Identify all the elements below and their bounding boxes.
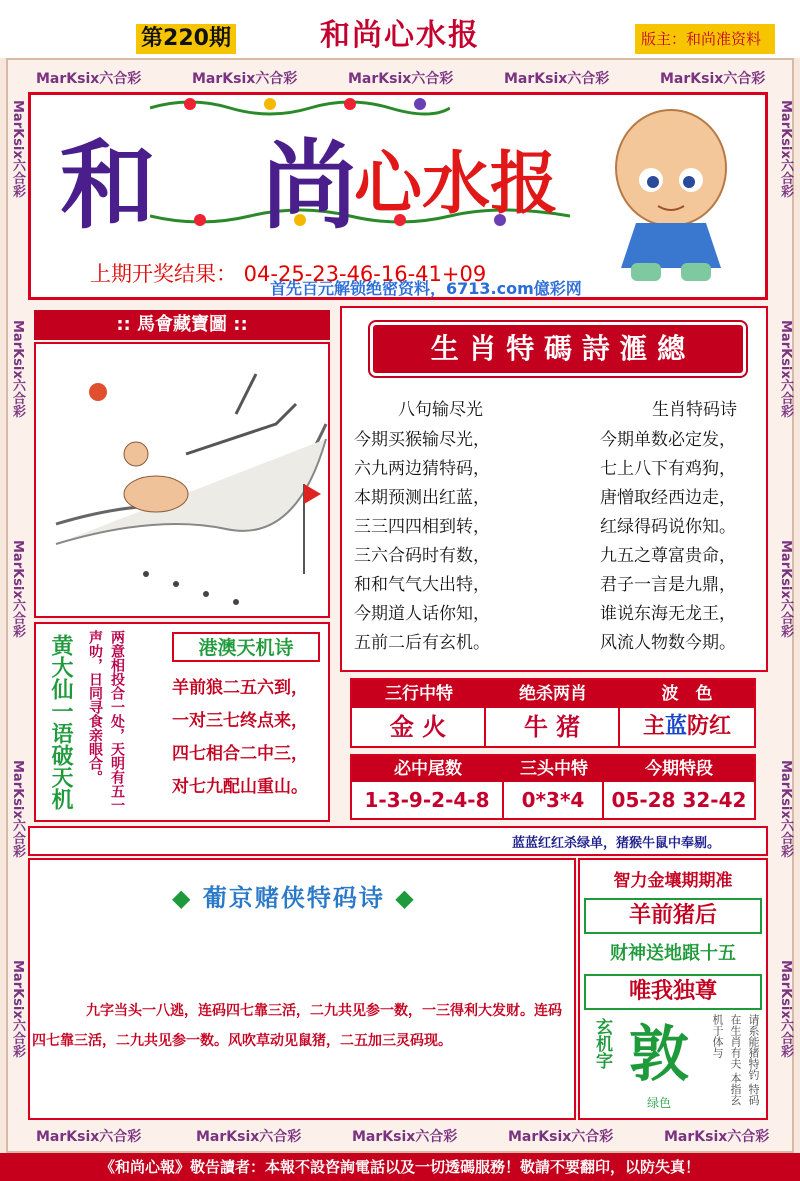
- watermark-left-4: MarKsix六合彩: [10, 760, 25, 858]
- xuanji-box: [614, 1016, 704, 1116]
- side-unique: 唯我独尊: [584, 974, 762, 1010]
- poem-right-line: 谁说东海无龙王，: [600, 604, 736, 624]
- poem-left-line: 今期道人话你知，: [354, 604, 490, 624]
- side-slogan: 智力金壤期期准: [613, 871, 733, 891]
- poem-right-line: 红绿得码说你知。: [600, 517, 736, 537]
- watermark-left-3: MarKsix六合彩: [10, 540, 25, 638]
- table1-header: 绝杀两肖: [486, 680, 620, 708]
- gambler-title: [172, 878, 416, 913]
- watermark-bottom-3: MarKsix六合彩: [352, 1129, 458, 1145]
- diamond-left-icon: ◆: [172, 884, 193, 912]
- promo-notice: 首先百元解锁绝密资料，6713.com億彩网: [270, 279, 582, 298]
- watermark-left-1: MarKsix六合彩: [10, 100, 25, 198]
- watermark-right-1: MarKsix六合彩: [778, 100, 793, 198]
- table2-header: 今期特段: [604, 756, 754, 782]
- gambler-title-text: 葡京赌侠特码诗: [202, 884, 385, 912]
- sub-title: 心水报: [354, 145, 559, 224]
- table2-header: 三头中特: [504, 756, 604, 782]
- table1-value: 金 火: [352, 708, 486, 746]
- table2-value: 0*3*4: [504, 782, 604, 818]
- watermark-right-2: MarKsix六合彩: [778, 320, 793, 418]
- poem-right-line: 今期单数必定发，: [600, 430, 736, 450]
- table-predictions-1: [350, 678, 756, 748]
- treasure-map-panel: [34, 342, 330, 618]
- gangao-line: 羊前狼二五六到，: [172, 678, 308, 698]
- watermark-right-3: MarKsix六合彩: [778, 540, 793, 638]
- watermark-top-3: MarKsix六合彩: [348, 71, 454, 87]
- poem-left-line: 三六合码时有数，: [354, 546, 490, 566]
- poem-right-title: 生肖特码诗: [652, 400, 737, 420]
- gangao-line: 对七九配山重山。: [172, 777, 308, 797]
- poem-left-title: 八句输尽光: [398, 400, 483, 420]
- watermark-top-1: MarKsix六合彩: [36, 71, 142, 87]
- table1-header: 波 色: [620, 680, 754, 708]
- poem-left-line: 今期买猴输尽光，: [354, 430, 490, 450]
- poem-left-line: 五前二后有玄机。: [354, 633, 490, 653]
- side-fortune: 财神送地跟十五: [610, 943, 736, 964]
- issue-number: 第220期: [136, 24, 236, 54]
- table1-header: 三行中特: [352, 680, 486, 708]
- table2-value: 1-3-9-2-4-8: [352, 782, 504, 818]
- poem-right-line: 唐憎取经西边走，: [600, 488, 736, 508]
- table-predictions-2: [350, 754, 756, 820]
- tip-line: 蓝蓝红红杀绿单，猪猴牛鼠中奉剔。: [512, 836, 721, 851]
- xuanji-side-line: 特码在生肖有夫: [729, 1014, 760, 1106]
- treasure-map-title: :: 馬會藏寶圖 ::: [34, 310, 330, 340]
- poem-left-line: 六九两边猜特码，: [354, 459, 490, 479]
- poem-right-line: 风流人物数今期。: [600, 633, 736, 653]
- monk-mascot-icon: [596, 98, 746, 288]
- treasure-map-illustration-icon: [36, 344, 328, 616]
- gangao-line: 四七相合二中三，: [172, 744, 308, 764]
- owner-label: 版主：和尚准资料: [635, 24, 775, 54]
- gambler-poem: 九字当头一八逃，连码四七靠三活，二九共见参一数，一三得利大发财。连码四七靠三活，二九共见参一数。风吹草动见鼠猪，二五加三灵码现。: [32, 1003, 562, 1049]
- wave-guard-label: 防: [687, 714, 710, 739]
- watermark-left-2: MarKsix六合彩: [10, 320, 25, 418]
- huang-daxian-title: 黄大仙一语破天机: [48, 634, 74, 810]
- huang-daxian-text: 两意相投合一处，天明有五一声叻，日同寻食亲眼合。: [87, 630, 125, 812]
- watermark-left-5: MarKsix六合彩: [10, 960, 25, 1058]
- wave-main-label: 主: [642, 714, 665, 739]
- poem-right-line: 君子一言是九鼎，: [600, 575, 736, 595]
- watermark-bottom-4: MarKsix六合彩: [508, 1129, 614, 1145]
- footer-warning: 《和尚心報》敬告讀者：本報不設咨詢電話以及一切透碼服務！敬請不要翻印，以防失真！: [0, 1153, 800, 1181]
- poem-right: [600, 426, 770, 658]
- table1-value: 牛 猪: [486, 708, 620, 746]
- wave-color-cell: [620, 708, 754, 746]
- poem-left-line: 和和气气大出特，: [354, 575, 490, 595]
- watermark-bottom-1: MarKsix六合彩: [36, 1129, 142, 1145]
- xuanji-note: 绿色: [646, 1096, 671, 1110]
- watermark-right-5: MarKsix六合彩: [778, 960, 793, 1058]
- watermark-top-5: MarKsix六合彩: [660, 71, 766, 87]
- xuanji-char: 敦: [629, 1020, 689, 1090]
- xuanji-side-line: 本指玄机于体与: [711, 1014, 742, 1106]
- xuanji-side-line: 请系能猪特钓: [747, 1014, 760, 1080]
- watermark-bottom-5: MarKsix六合彩: [664, 1129, 770, 1145]
- table2-header: 必中尾数: [352, 756, 504, 782]
- masthead-small-title: 和尚心水报: [320, 18, 480, 53]
- xuanji-side-notes: [708, 1014, 762, 1114]
- poem-left: [354, 426, 554, 658]
- poem-left-line: 三三四四相到转，: [354, 517, 490, 537]
- poems-title: 生 肖 特 碼 詩 滙 總: [370, 322, 746, 376]
- xuanji-label: 玄机字: [592, 1018, 612, 1069]
- side-zodiac-hint: 羊前猪后: [584, 898, 762, 934]
- wave-main-color: 蓝: [664, 714, 687, 739]
- last-result: 上期开奖结果： 04-25-23-46-16-41+09: [90, 262, 487, 286]
- watermark-bottom-2: MarKsix六合彩: [196, 1129, 302, 1145]
- poem-left-line: 本期预测出红蓝，: [354, 488, 490, 508]
- wave-guard-color: 红: [709, 714, 732, 739]
- diamond-right-icon: ◆: [395, 884, 416, 912]
- poem-right-line: 七上八下有鸡狗，: [600, 459, 736, 479]
- table2-value: 05-28 32-42: [611, 788, 747, 812]
- gangao-poem: [172, 672, 308, 804]
- poem-right-line: 九五之尊富贵命，: [600, 546, 736, 566]
- main-title: 和 尚: [60, 129, 394, 242]
- watermark-top-4: MarKsix六合彩: [504, 71, 610, 87]
- gangao-line: 一对三七终点来，: [172, 711, 308, 731]
- gangao-title: 港澳天机诗: [172, 632, 320, 662]
- watermark-top-2: MarKsix六合彩: [192, 71, 298, 87]
- watermark-right-4: MarKsix六合彩: [778, 760, 793, 858]
